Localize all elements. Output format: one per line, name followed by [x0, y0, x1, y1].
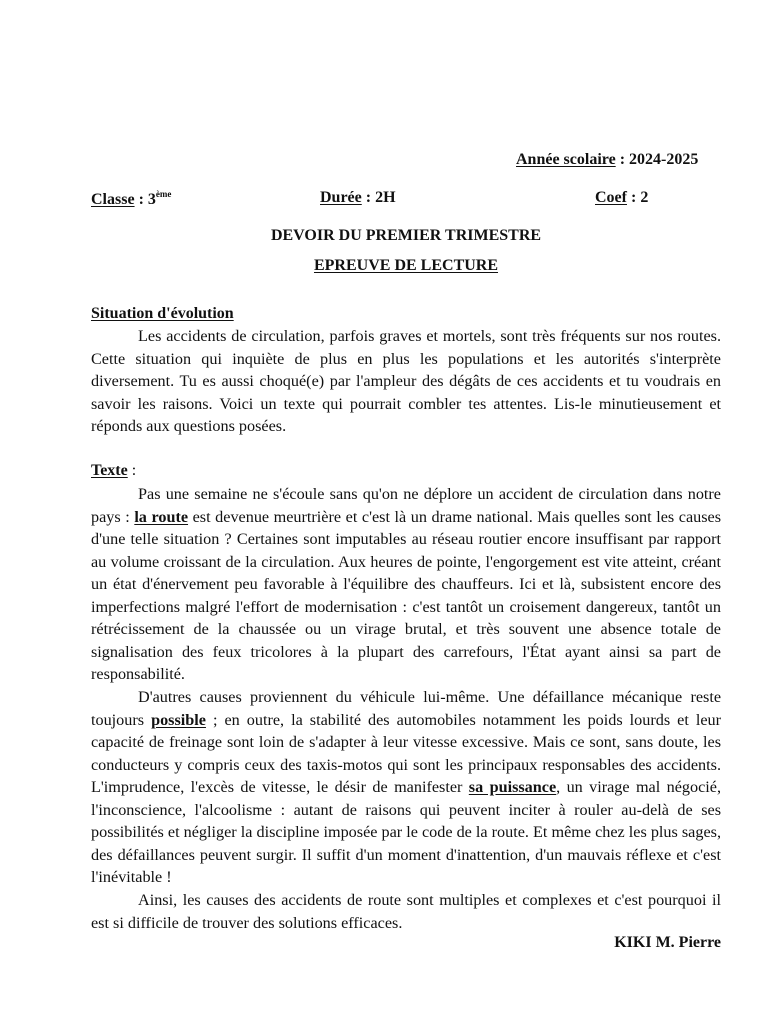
class-superscript: ème	[155, 189, 172, 199]
p2-text-a: D'autres causes proviennent du véhicule lui-même. Une défaillance mécanique reste toujours	[91, 688, 721, 729]
underlined-word-sa-puissance: sa puissance	[468, 778, 557, 796]
coef-info	[595, 189, 648, 207]
coef-label: Coef	[595, 189, 627, 206]
text-paragraph-3: Ainsi, les causes des accidents de route sont multiples et complexes et c'est pourquoi il est si difficile de trouver des solutions efficaces.	[91, 891, 721, 932]
exam-title: DEVOIR DU PREMIER TRIMESTRE	[270, 227, 542, 244]
school-year-value: : 2024-2025	[615, 151, 699, 168]
text-paragraph-2	[91, 686, 721, 889]
author-signature: KIKI M. Pierre	[614, 934, 721, 951]
texte-label: Texte	[91, 462, 128, 479]
class-label: Classe	[91, 191, 135, 208]
p2-text-c: , un virage mal négocié, l'inconscience, l'alcoolisme : autant de raisons qui peuvent inciter à rouler au-delà de ses possibilités et négliger la discipline imposée par le code de la route. Et même chez les plus sages, des défaillances peuvent surgir. Il suffit d'un moment d'inattention, d'un mauvais réflexe et c'est l'inévitable !	[91, 778, 721, 886]
duration-value: : 2H	[361, 189, 396, 206]
duration-label: Durée	[320, 189, 362, 206]
school-year-label: Année scolaire	[516, 151, 616, 168]
situation-paragraph: Les accidents de circulation, parfois graves et mortels, sont très fréquents sur nos routes. Cette situation qui inquiète de plus en plus les populations et les autorités s'interprète diversement. Tu es aussi choqué(e) par l'ampleur des dégâts de ces accidents et tu voudrais en savoir les raisons. Voici un texte qui pourrait combler tes attentes. Lis-le minutieusement et réponds aux questions posées.	[91, 327, 721, 435]
p1-text-b: est devenue meurtrière et c'est là un drame national. Mais quelles sont les causes d'une telle situation ? Certaines sont imputables au réseau routier encore insuffisant par rapport au volume croissant de la circulation. Aux heures de pointe, l'engorgement est vite atteint, créant un état d'énervement peu favorable à l'équilibre des chauffeurs. Ici et là, subsistent encore des imperfections malgré l'effort de modernisation : c'est tantôt un croisement dangereux, tantôt un rétrécissement de la chaussée ou un virage brutal, et très souvent une absence totale de signalisation des feux tricolores à la plupart des carrefours, l'État ayant ainsi sa part de responsabilité.	[91, 507, 722, 683]
class-info	[91, 189, 171, 209]
texte-heading	[91, 462, 136, 480]
text-paragraph-1	[91, 483, 721, 686]
underlined-word-possible: possible	[151, 710, 206, 729]
coef-value: : 2	[626, 189, 649, 206]
duration-info	[320, 189, 396, 207]
exam-subtitle: EPREUVE DE LECTURE	[313, 257, 499, 274]
p2-text-b: ; en outre, la stabilité des automobiles notamment les poids lourds et leur capacité de freinage sont loin de s'adapter à leur vitesse excessive. Mais ce sont, sans doute, les conducteurs y compris ceux des taxis-motos qui sont les principaux responsables des accidents. L'imprudence, l'excès de vitesse, le désir de manifester	[91, 710, 721, 796]
p1-text-a: Pas une semaine ne s'écoule sans qu'on ne déplore un accident de circulation dans notre pays :	[91, 485, 721, 526]
class-value: : 3	[134, 191, 156, 208]
situation-heading: Situation d'évolution	[91, 305, 234, 322]
underlined-word-la-route: la route	[134, 507, 189, 526]
school-year	[516, 151, 698, 169]
texte-label-suffix: :	[127, 462, 137, 479]
